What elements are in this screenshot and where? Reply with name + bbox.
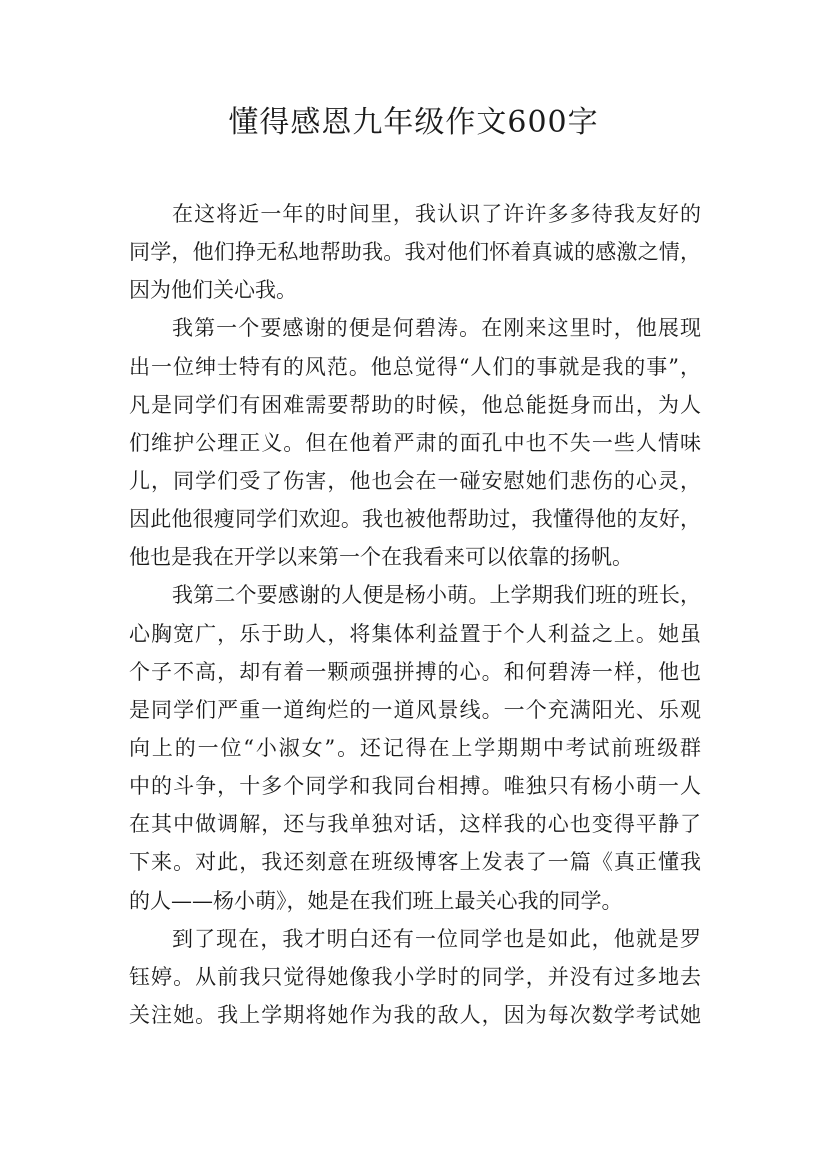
- text-line: 他也是我在开学以来第一个在我看来可以依靠的扬帆。: [129, 545, 633, 570]
- text-line: 在这将近一年的时间里，我认识了许许多多待我友好的: [172, 202, 701, 226]
- text-line: 出一位绅士特有的风范。他总觉得“人们的事就是我的事”，: [129, 354, 701, 379]
- text-line: 的人——杨小萌》，她是在我们班上最关心我的同学。: [129, 888, 623, 913]
- text-line: 是同学们严重一道绚烂的一道风景线。一个充满阳光、乐观: [129, 697, 701, 722]
- text-line: 关注她。我上学期将她作为我的敌人，因为每次数学考试她: [129, 1002, 701, 1027]
- text-line: 在其中做调解，还与我单独对话，这样我的心也变得平静了: [129, 812, 701, 837]
- text-line: 因为他们关心我。: [129, 278, 297, 303]
- document-body: [129, 195, 701, 1034]
- document-title: 懂得感恩九年级作文600字: [228, 105, 599, 140]
- text-line: 同学，他们挣无私地帮助我。我对他们怀着真诚的感激之情，: [129, 240, 701, 265]
- text-line: 我第一个要感谢的便是何碧涛。在刚来这里时，他展现: [172, 316, 701, 341]
- text-line: 我第二个要感谢的人便是杨小萌。上学期我们班的班长，: [172, 583, 701, 608]
- text-line: 中的斗争，十多个同学和我同台相搏。唯独只有杨小萌一人: [129, 774, 701, 799]
- text-line: 钰婷。从前我只觉得她像我小学时的同学，并没有过多地去: [129, 964, 701, 989]
- text-line: 到了现在，我才明白还有一位同学也是如此，他就是罗: [172, 926, 701, 951]
- text-line: 向上的一位“小淑女”。还记得在上学期期中考试前班级群: [129, 735, 701, 760]
- text-line: 凡是同学们有困难需要帮助的时候，他总能挺身而出，为人: [129, 392, 701, 417]
- text-line: 下来。对此，我还刻意在班级博客上发表了一篇《真正懂我: [129, 850, 701, 875]
- text-line: 儿，同学们受了伤害，他也会在一碰安慰她们悲伤的心灵，: [129, 468, 701, 493]
- text-line: 们维护公理正义。但在他着严肃的面孔中也不失一些人情味: [129, 430, 701, 455]
- text-line: 个子不高，却有着一颗顽强拼搏的心。和何碧涛一样，他也: [129, 659, 701, 684]
- text-line: 心胸宽广，乐于助人，将集体利益置于个人利益之上。她虽: [129, 621, 701, 646]
- text-line: 因此他很瘦同学们欢迎。我也被他帮助过，我懂得他的友好，: [129, 507, 701, 532]
